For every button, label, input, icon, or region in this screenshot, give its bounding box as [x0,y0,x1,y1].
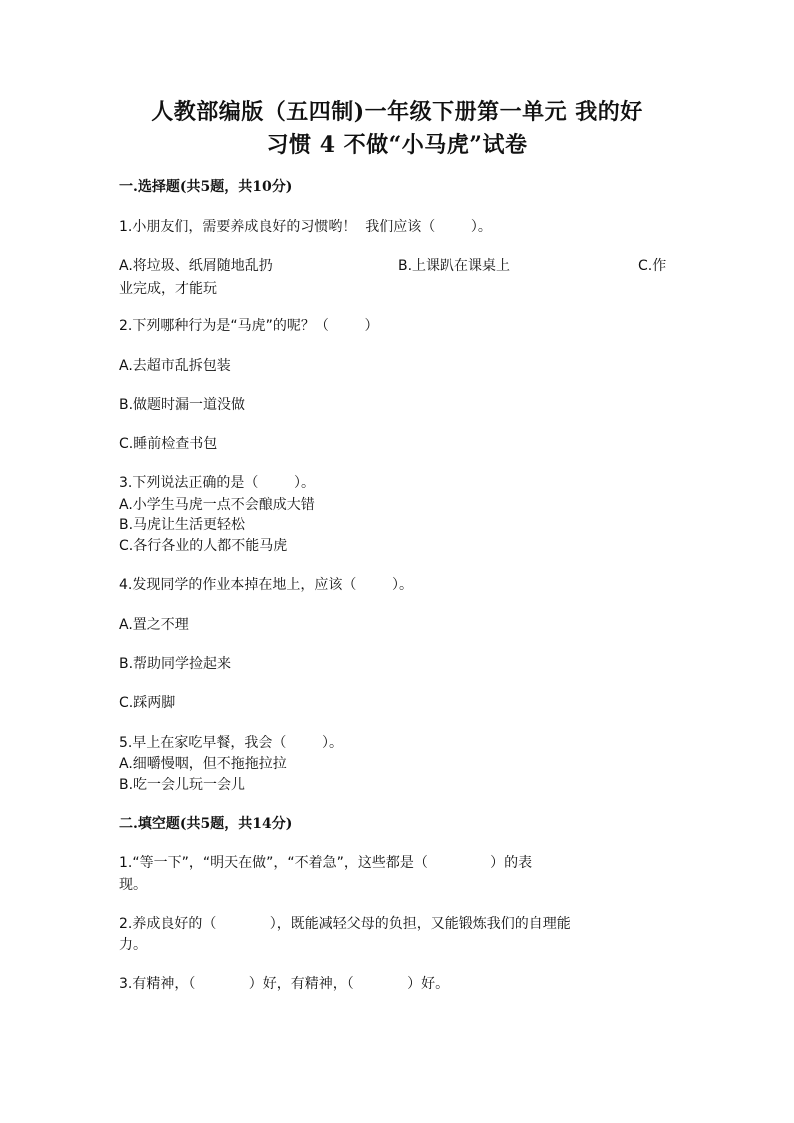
fill-question: 3.有精神，（ ）好，有精神，（ ）好。 [119,976,450,992]
question-stem: 2.下列哪种行为是“马虎”的呢？（ ） [119,318,379,334]
question-stem: 1.小朋友们，需要养成良好的习惯哟！ 我们应该（ ）。 [119,219,492,235]
option-c: C.作 [638,258,667,274]
question-stem: 4.发现同学的作业本掉在地上，应该（ ）。 [119,577,413,593]
fill-question-continued: 力。 [119,937,147,953]
section-heading-choice: 一.选择题(共5题，共10分) [119,179,293,195]
option-b: B.吃一会儿玩一会儿 [119,777,246,793]
fill-question: 2.养成良好的（ ），既能减轻父母的负担，又能锻炼我们的自理能 [119,916,571,932]
question-stem: 3.下列说法正确的是（ ）。 [119,475,315,491]
option-c: C.睡前检查书包 [119,436,218,452]
section-heading-fill: 二.填空题(共5题，共14分) [119,816,293,832]
option-b: B.上课趴在课桌上 [398,258,511,274]
page-title: 人教部编版（五四制)一年级下册第一单元 我的好 [151,99,643,125]
option-a: A.小学生马虎一点不会酿成大错 [119,497,315,513]
fill-question: 1.“等一下”，“明天在做”，“不着急”，这些都是（ ）的表 [119,855,533,871]
question-stem: 5.早上在家吃早餐，我会（ ）。 [119,735,343,751]
option-c: C.踩两脚 [119,695,176,711]
option-c-continued: 业完成，才能玩 [119,281,217,297]
fill-question-continued: 现。 [119,877,147,893]
page-title-line2: 习惯 4 不做“小马虎”试卷 [266,132,528,158]
option-b: B.做题时漏一道没做 [119,397,246,413]
option-b: B.帮助同学捡起来 [119,656,232,672]
option-b: B.马虎让生活更轻松 [119,517,246,533]
option-a: A.将垃圾、纸屑随地乱扔 [119,258,273,274]
option-a: A.细嚼慢咽，但不拖拖拉拉 [119,756,287,772]
option-c: C.各行各业的人都不能马虎 [119,538,288,554]
option-a: A.去超市乱拆包装 [119,358,231,374]
option-a: A.置之不理 [119,617,189,633]
